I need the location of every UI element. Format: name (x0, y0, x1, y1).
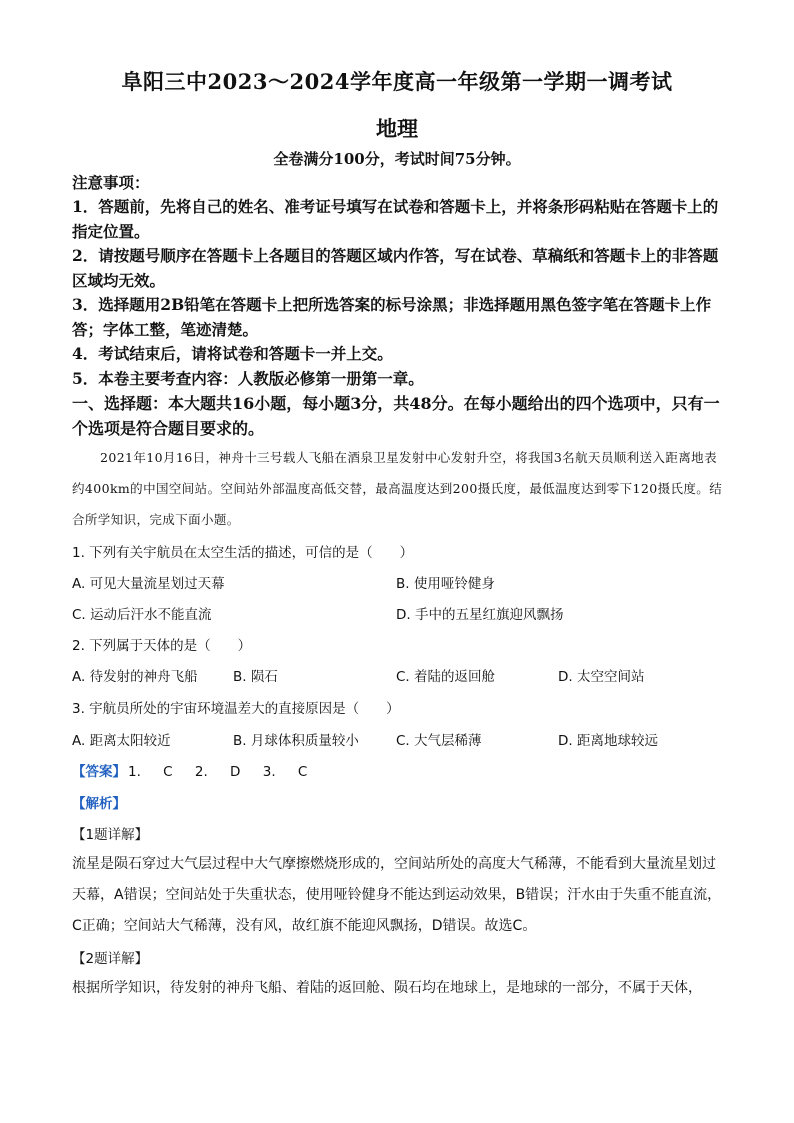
question-1-option-c: C. 运动后汗水不能直流 (72, 607, 212, 623)
analysis-tag: 【解析】 (72, 796, 126, 812)
question-2-option-b: B. 陨石 (233, 669, 278, 685)
question-3-option-b: B. 月球体积质量较小 (233, 733, 359, 749)
question-3-option-a: A. 距离太阳较近 (72, 733, 171, 749)
question-1-option-d: D. 手中的五星红旗迎风飘扬 (396, 607, 564, 623)
notice-item: 3．选择题用2B铅笔在答题卡上把所选答案的标号涂黑；非选择题用黑色签字笔在答题卡上作答；字体工整，笔迹清楚。 (72, 295, 712, 339)
exam-title: 阜阳三中2023～2024学年度高一年级第一学期一调考试 (121, 69, 673, 94)
question-3-stem: 3. 宇航员所处的宇宙环境温差大的直接原因是（ ） (72, 701, 400, 717)
notice-list (72, 195, 724, 391)
subject-title: 地理 (376, 116, 418, 141)
reading-passage: 2021年10月16日，神舟十三号载人飞船在酒泉卫星发射中心发射升空，将我国3名航天员顺利送入距离地表约400km的中国空间站。空间站外部温度高低交替，最高温度达到200摄氏度，最低温度达到零下120摄氏度。结合所学知识，完成下面小题。 (72, 450, 723, 527)
question-1-option-b: B. 使用哑铃健身 (396, 576, 495, 592)
question-1-stem: 1. 下列有关宇航员在太空生活的描述，可信的是（ ） (72, 545, 414, 561)
notice-heading: 注意事项： (72, 173, 150, 192)
exam-info: 全卷满分100分，考试时间75分钟。 (273, 150, 521, 168)
notice-item: 1．答题前，先将自己的姓名、准考证号填写在试卷和答题卡上，并将条形码粘贴在答题卡上的指定位置。 (72, 197, 719, 241)
question-3-option-c: C. 大气层稀薄 (396, 733, 482, 749)
detail-2-text: 根据所学知识，待发射的神舟飞船、着陆的返回舱、陨石均在地球上，是地球的一部分，不属于天体， (72, 980, 702, 996)
question-2-stem: 2. 下列属于天体的是（ ） (72, 638, 252, 654)
question-2-option-a: A. 待发射的神舟飞船 (72, 669, 198, 685)
detail-1-label: 【1题详解】 (72, 827, 149, 843)
question-3-option-d: D. 距离地球较远 (558, 733, 658, 749)
question-2-option-c: C. 着陆的返回舱 (396, 669, 496, 685)
question-1-option-a: A. 可见大量流星划过天幕 (72, 576, 225, 592)
answer-label: 【答案】 (72, 764, 126, 780)
notice-item: 5．本卷主要考查内容：人教版必修第一册第一章。 (72, 368, 424, 388)
detail-1-text: 流星是陨石穿过大气层过程中大气摩擦燃烧形成的，空间站所处的高度大气稀薄，不能看到大量流星划过天幕，A错误；空间站处于失重状态，使用哑铃健身不能达到运动效果，B错误；汗水由于失重不能直流，C正确；空间站大气稀薄，没有风，故红旗不能迎风飘扬，D错误。故选C。 (72, 856, 722, 934)
question-2-option-d: D. 太空空间站 (558, 669, 645, 685)
notice-item: 2．请按题号顺序在答题卡上各题目的答题区域内作答，写在试卷、草稿纸和答题卡上的非答题区域均无效。 (72, 246, 719, 290)
answer-values: 1. C 2. D 3. C (128, 764, 308, 780)
notice-item: 4．考试结束后，请将试卷和答题卡一并上交。 (72, 344, 393, 363)
section-heading: 一、选择题：本大题共16小题，每小题3分，共48分。在每小题给出的四个选项中，只有一个选项是符合题目要求的。 (72, 394, 720, 438)
analysis-label (72, 792, 126, 812)
answer-line (72, 760, 307, 780)
detail-2-label: 【2题详解】 (72, 951, 149, 967)
